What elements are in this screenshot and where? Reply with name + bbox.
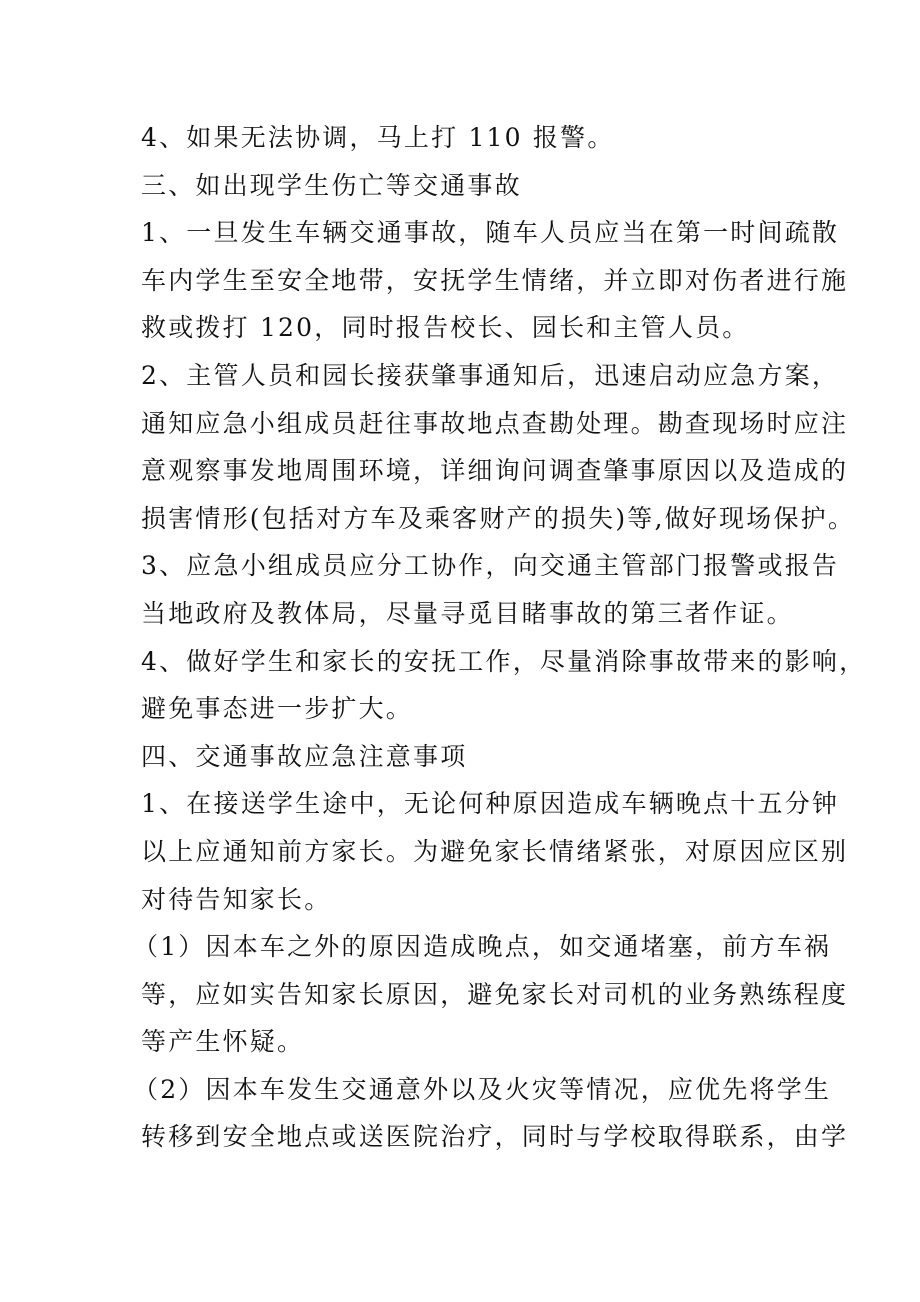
text-line: 损害情形(包括对方车及乘客财产的损失)等,做好现场保护。: [141, 503, 856, 533]
text-line: （1）因本车之外的原因造成晚点，如交通堵塞，前方车祸: [133, 932, 832, 962]
text-line: 避免事态进一步扩大。: [141, 694, 414, 724]
text-line: 1、在接送学生途中，无论何种原因造成车辆晚点十五分钟: [141, 789, 840, 819]
text-line: （2）因本车发生交通意外以及火灾等情况，应优先将学生: [133, 1074, 832, 1104]
text-line: 1、一旦发生车辆交通事故，随车人员应当在第一时间疏散: [141, 218, 840, 248]
text-line: 以上应通知前方家长。为避免家长情绪紧张，对原因应区别: [141, 836, 849, 866]
text-line: 通知应急小组成员赶往事故地点查勘处理。勘查现场时应注: [141, 408, 849, 438]
text-line: 对待告知家长。: [141, 884, 332, 914]
text-line: 车内学生至安全地带，安抚学生情绪，并立即对伤者进行施: [141, 265, 849, 295]
section-heading: 三、如出现学生伤亡等交通事故: [141, 170, 522, 200]
text-line: 等产生怀疑。: [141, 1027, 305, 1057]
text-line: 转移到安全地点或送医院治疗，同时与学校取得联系，由学: [141, 1122, 849, 1152]
text-line: 意观察事发地周围环境，详细询问调查肇事原因以及造成的: [141, 456, 849, 486]
text-line: 3、应急小组成员应分工协作，向交通主管部门报警或报告: [141, 551, 840, 581]
section-heading: 四、交通事故应急注意事项: [141, 741, 468, 771]
text-line: 4、如果无法协调，马上打 110 报警。: [141, 123, 615, 152]
text-line: 当地政府及教体局，尽量寻觅目睹事故的第三者作证。: [141, 598, 794, 628]
text-line: 救或拨打 120，同时报告校长、园长和主管人员。: [141, 313, 750, 343]
text-line: 4、做好学生和家长的安抚工作，尽量消除事故带来的影响，: [141, 646, 867, 676]
text-line: 2、主管人员和园长接获肇事通知后，迅速启动应急方案，: [141, 360, 840, 390]
text-line: 等，应如实告知家长原因，避免家长对司机的业务熟练程度: [141, 979, 849, 1009]
